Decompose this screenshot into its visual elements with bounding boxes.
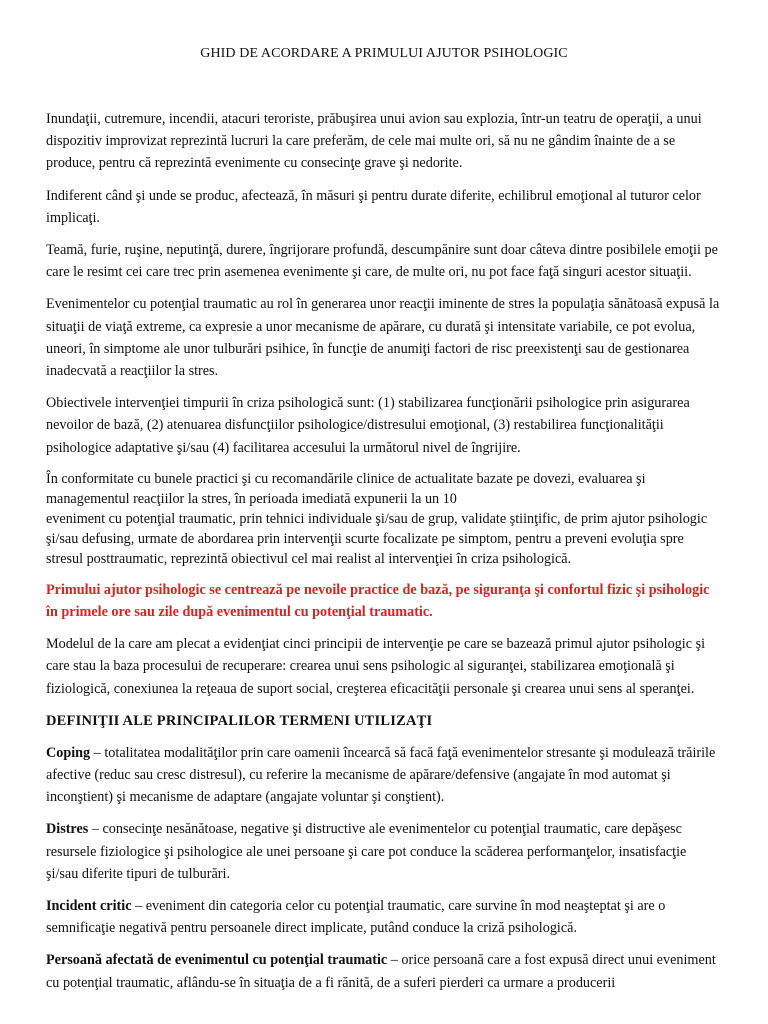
definition-text: – totalitatea modalităţilor prin care oamenii încearcă să facă faţă evenimentelor stresante şi modulează trăirile afective (reduc sau cresc distresul), cu referire la mecanisme de apărare/defensive (angajate în mod automat şi inconştient) şi mecanisme de adaptare (angajate voluntar şi conştient). bbox=[46, 744, 716, 806]
definition-persoana-afectata bbox=[46, 949, 722, 993]
definition-term: Distres bbox=[46, 821, 89, 838]
paragraph-4: Evenimentelor cu potenţial traumatic au rol în generarea unor reacţii iminente de stres la populaţia sănătoasă expusă la situaţii de viaţă extreme, ca expresie a unor mecanisme de apărare, cu durată şi intensitate variabile, ce pot evolua, uneori, în simptome ale unor tulburări psihice, în funcţie de anumiţi factori de risc preexistenţi sau de gestionarea inadecvată a reacţiilor la stres. bbox=[46, 296, 720, 380]
document-title: GHID DE ACORDARE A PRIMULUI AJUTOR PSIHOLOGIC bbox=[200, 46, 568, 61]
paragraph-2: Indiferent când şi unde se produc, afectează, în măsuri şi pentru durate diferite, echilibrul emoţional al tuturor celor implicaţi. bbox=[46, 187, 701, 226]
definition-term: Persoană afectată de evenimentul cu potenţial traumatic bbox=[46, 952, 388, 969]
section-heading: DEFINIŢII ALE PRINCIPALILOR TERMENI UTILIZAŢI bbox=[46, 712, 433, 729]
highlight-paragraph: Primului ajutor psihologic se centrează pe nevoile practice de bază, pe siguranţa şi confortul fizic şi psihologic în primele ore sau zile după evenimentul cu potenţial traumatic. bbox=[46, 581, 710, 621]
paragraph-6 bbox=[46, 469, 722, 569]
document-body bbox=[46, 108, 722, 1004]
definition-text: – orice persoană care a fost expusă direct unui eveniment cu potenţial traumatic, aflându-se în situaţia de a fi rănită, de a suferi pierderi ca urmare a producerii bbox=[46, 952, 716, 991]
paragraph-6-line-1: În conformitate cu bunele practici şi cu recomandările clinice de actualitate bazate pe dovezi, evaluarea şi bbox=[46, 470, 646, 487]
paragraph-1: Inundaţii, cutremure, incendii, atacuri teroriste, prăbuşirea unui avion sau explozia, într-un teatru de operaţii, a unui dispozitiv improvizat reprezintă lucruri la care preferăm, de cele mai multe ori, să nu ne gândim înainte de a se produce, pentru că reprezintă evenimente cu consecinţe grave şi nedorite. bbox=[46, 111, 702, 172]
paragraph-6-line-3: eveniment cu potenţial traumatic, prin tehnici individuale şi/sau de grup, validate ştiinţific, de prim ajutor psihologic şi/sau defusing, urmate de abordarea prin intervenţii scurte focalizate pe simptom, pentru a preveni evoluţia spre stresul posttraumatic, reprezintă obiectivul cel mai realist al intervenţiei în criza psihologică. bbox=[46, 510, 708, 567]
definition-text: – eveniment din categoria celor cu potenţial traumatic, care survine în mod neaşteptat şi are o semnificaţie negativă pentru persoanele direct implicate, putând conduce la criză psihologică. bbox=[46, 898, 666, 937]
model-paragraph: Modelul de la care am plecat a evidenţiat cinci principii de intervenţie pe care se bazează primul ajutor psihologic şi care stau la baza procesului de recuperare: crearea unui sens psihologic al siguranţei, stabilizarea emoţională şi fiziologică, conexiunea la reţeaua de suport social, creşterea eficacităţii personale şi crearea unui sens al speranţei. bbox=[46, 636, 706, 697]
definition-distres bbox=[46, 818, 722, 885]
definition-incident-critic bbox=[46, 895, 722, 939]
definition-coping bbox=[46, 742, 722, 809]
definition-text: – consecinţe nesănătoase, negative şi distructive ale evenimentelor cu potenţial traumatic, care depăşesc resursele fiziologice şi psihologice ale unei persoane şi care pot conduce la scăderea performanţelor, insatisfacţie şi/sau diferite tipuri de tulburări. bbox=[46, 821, 687, 882]
paragraph-6-line-2: managementul reacţiilor la stres, în perioada imediată expunerii la un 10 bbox=[46, 490, 457, 507]
definition-term: Incident critic bbox=[46, 898, 132, 915]
definition-term: Coping bbox=[46, 744, 91, 761]
paragraph-5: Obiectivele intervenţiei timpurii în criza psihologică sunt: (1) stabilizarea funcţionării psihologice prin asigurarea nevoilor de bază, (2) atenuarea disfuncţiilor psihologice/distresului emoţional, (3) restabilirea funcţionalităţii psihologice adaptative şi/sau (4) facilitarea accesului la următorul nivel de îngrijire. bbox=[46, 395, 690, 456]
paragraph-3: Teamă, furie, ruşine, neputinţă, durere, îngrijorare profundă, descumpănire sunt doar câteva dintre posibilele emoţii pe care le resimt cei care trec prin asemenea evenimente şi care, de multe ori, nu pot face faţă singuri acestor situaţii. bbox=[46, 242, 718, 281]
